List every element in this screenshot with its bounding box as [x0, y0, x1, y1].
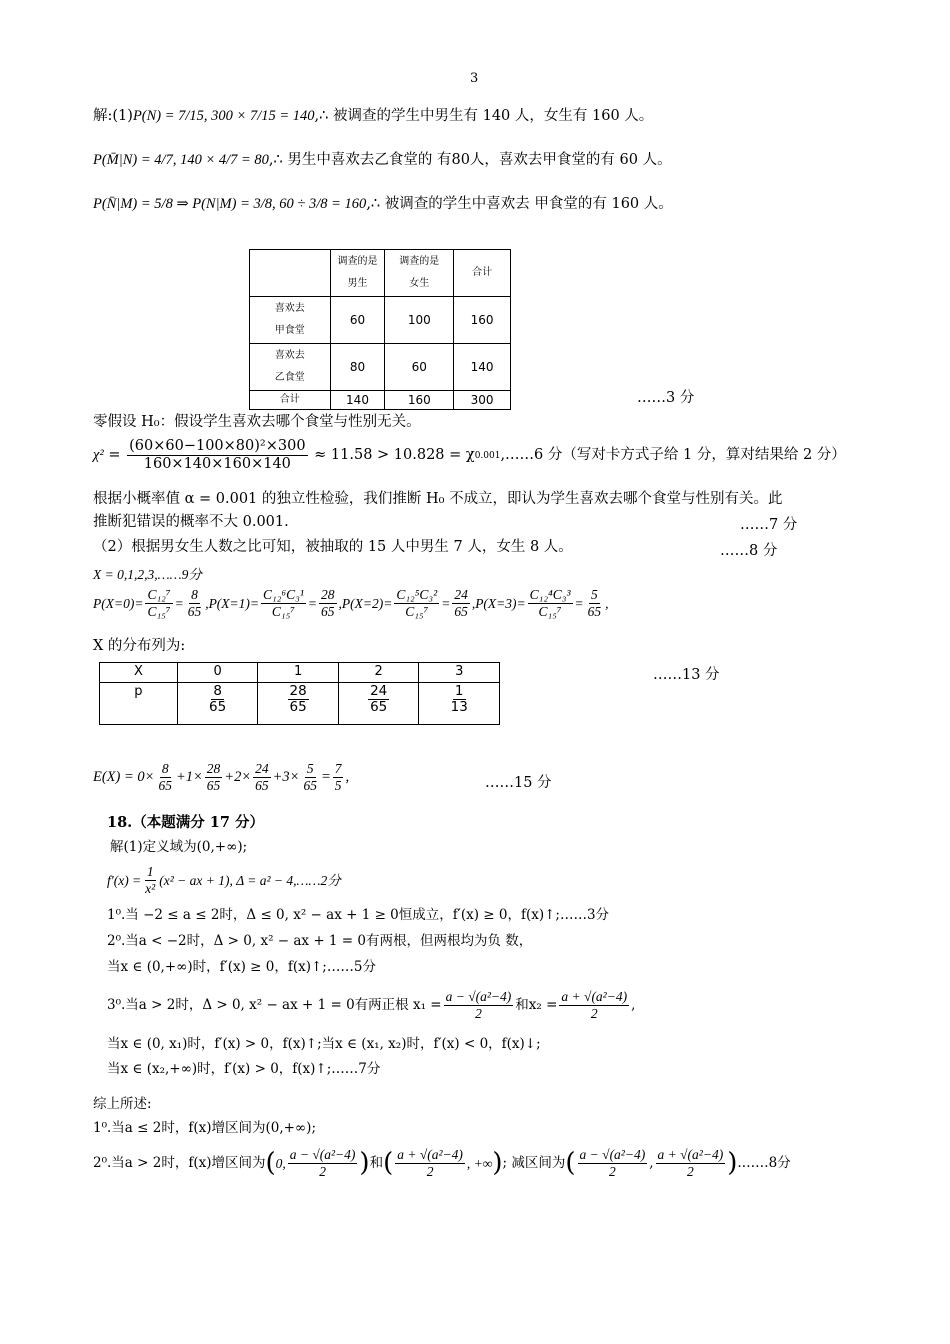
score-8: ……8 分 — [720, 543, 778, 559]
dist-cell: $\frac{28}{65}$ — [258, 683, 339, 725]
q18-summary: 综上所述: — [93, 1096, 152, 1112]
table-cell: 140 — [454, 344, 511, 391]
table-cell: 140 — [330, 391, 385, 410]
dist-cell: $\frac{24}{65}$ — [338, 683, 419, 725]
q18-title: 18.（本题满分 17 分） — [107, 814, 265, 831]
dist-header: 1 — [258, 663, 339, 683]
table-corner — [250, 250, 331, 297]
part1-line3: P(N̄|M) = 5/8 ⇒ P(N|M) = 3/8, 60 ÷ 3/8 = 160,∴ 被调查的学生中喜欢去 甲食堂的有 160 人。 — [93, 196, 673, 212]
table-cell: 300 — [454, 391, 511, 410]
eq-pmn: P(M̄|N) = 4/7, 140 × 4/7 = 80 — [93, 152, 269, 168]
page-number: 3 — [470, 71, 479, 86]
row-label: 喜欢去 乙食堂 — [250, 344, 331, 391]
dist-cell: $\frac{1}{13}$ — [419, 683, 500, 725]
dist-header: X — [100, 663, 178, 683]
distribution-table — [99, 662, 500, 725]
q18-case2a: 2⁰.当a < −2时，Δ > 0, x² − ax + 1 = 0有两根，但两根均为负 数， — [107, 933, 533, 949]
q18-derivative: f′(x) = $\frac{1}{\text{x²}}$ (x² − ax + 1), Δ = a² − 4,……2分 — [107, 864, 341, 896]
q18-domain: 解(1)定义域为(0,+∞); — [110, 839, 248, 855]
part1-line1: 解:(1)P(N) = 7/15, 300 × 7/15 = 140,∴ 被调查的学生中男生有 140 人，女生有 160 人。 — [93, 108, 654, 124]
table-cell: 160 — [454, 297, 511, 344]
hypothesis: 零假设 H₀：假设学生喜欢去哪个食堂与性别无关。 — [93, 414, 421, 430]
conclusion-line2: 推断犯错误的概率不大 0.001. — [93, 514, 289, 530]
q18-sum1: 1⁰.当a ≤ 2时，f(x)增区间为(0,+∞); — [93, 1120, 316, 1136]
chi-square-line: χ² = $\frac{\text{(60×60−100×80)²×300}}{160\times 140\times 160\times 140}$ ≈ 11.58 > 10.828 = χ 0.001 ,……6 分（写对卡方式子给 1 分，算对结果给 2 分） — [93, 438, 846, 472]
dist-header: 0 — [177, 663, 258, 683]
col-header: 合计 — [454, 250, 511, 297]
dist-header: 2 — [338, 663, 419, 683]
table-cell: 80 — [330, 344, 385, 391]
col-header: 调查的是 女生 — [385, 250, 454, 297]
table-cell: 60 — [385, 344, 454, 391]
row-label: 喜欢去 甲食堂 — [250, 297, 331, 344]
eq-pnm: P(N̄|M) = 5/8 ⇒ P(N|M) = 3/8, 60 ÷ 3/8 = 160 — [93, 196, 367, 212]
chi-square-fraction: $\frac{\text{(60×60−100×80)²×300}}{160\times 140\times 160\times 140}$ — [129, 438, 306, 472]
eq-pn: P(N) = 7/15, 300 × 7/15 = 140 — [132, 108, 315, 124]
dist-cell: $\frac{8}{65}$ — [177, 683, 258, 725]
row-label: 合计 — [250, 391, 331, 410]
table-cell: 100 — [385, 297, 454, 344]
q18-case3b: 当x ∈ (0, x₁)时，f′(x) > 0，f(x)↑;当x ∈ (x₁, x₂)时，f′(x) < 0，f(x)↓; — [107, 1036, 541, 1052]
q18-case3a: 3⁰.当a > 2时，Δ > 0, x² − ax + 1 = 0有两正根 x₁ = $\frac{\text{a − √(a²−4)}}{2}$ 和x₂ = $\frac{\text{a + √(a²−4)}}{2}$ , — [107, 989, 636, 1021]
score-7: ……7 分 — [740, 517, 798, 533]
q18-case1: 1⁰.当 −2 ≤ a ≤ 2时，Δ ≤ 0, x² − ax + 1 ≥ 0恒成立，f′(x) ≥ 0，f(x)↑;……3分 — [107, 907, 610, 923]
conclusion-line1: 根据小概率值 α = 0.001 的独立性检验，我们推断 H₀ 不成立，即认为学生喜欢去哪个食堂与性别有关。此 — [93, 491, 783, 507]
score-15: ……15 分 — [485, 775, 552, 791]
part1-line2: P(M̄|N) = 4/7, 140 × 4/7 = 80,∴ 男生中喜欢去乙食堂的 有80人，喜欢去甲食堂的有 60 人。 — [93, 152, 672, 168]
x-values: X = 0,1,2,3,……9分 — [93, 567, 202, 582]
dist-title: X 的分布列为: — [93, 638, 186, 654]
part2-line: （2）根据男女生人数之比可知，被抽取的 15 人中男生 7 人，女生 8 人。 — [93, 539, 573, 555]
contingency-table — [249, 249, 511, 410]
q18-case2b: 当x ∈ (0,+∞)时，f′(x) ≥ 0，f(x)↑;……5分 — [107, 959, 376, 975]
table-cell: 60 — [330, 297, 385, 344]
col-header: 调查的是 男生 — [330, 250, 385, 297]
dist-header: 3 — [419, 663, 500, 683]
q18-case3c: 当x ∈ (x₂,+∞)时，f′(x) > 0，f(x)↑;……7分 — [107, 1061, 381, 1077]
q18-sum2: 2⁰.当a > 2时，f(x)增区间为 ( 0, $\frac{\text{a − √(a²−4)}}{2}$ ) 和 ( $\frac{\text{a + √(a²−4)}}{2}$ , +∞ ) ; 减区间为 ( $\frac{\text{a − √(a²−4)}}{2}$ , $\frac{\text{a + √(a²−4)}}{2}$ ) .……8分 — [93, 1147, 791, 1179]
score-13: ……13 分 — [653, 667, 720, 683]
score-3: ……3 分 — [637, 390, 695, 406]
table-cell: 160 — [385, 391, 454, 410]
dist-row-label: p — [100, 683, 178, 725]
expectation-line: E(X) = 0× $\frac{8}{65}$ +1× $\frac{28}{65}$ +2× $\frac{24}{65}$ +3× $\frac{5}{65}$ = $\frac{7}{5}$ , — [93, 761, 350, 793]
prob-line: P(X=0)= $\frac{\text{C₁₂⁷}}{\text{C₁₅⁷}}$ = $\frac{8}{65}$ ,P(X=1)= $\frac{\text{C₁₂⁶C₃¹}}{\text{C₁₅⁷}}$ = $\frac{28}{65}$ ,P(X=2)= $\frac{\text{C₁₂⁵C₃²}}{\text{C₁₅⁷}}$ = $\frac{24}{65}$ ,P(X=3)= $\frac{\text{C₁₂⁴C₃³}}{\text{C₁₅⁷}}$ = $\frac{5}{65}$ , — [93, 587, 609, 619]
